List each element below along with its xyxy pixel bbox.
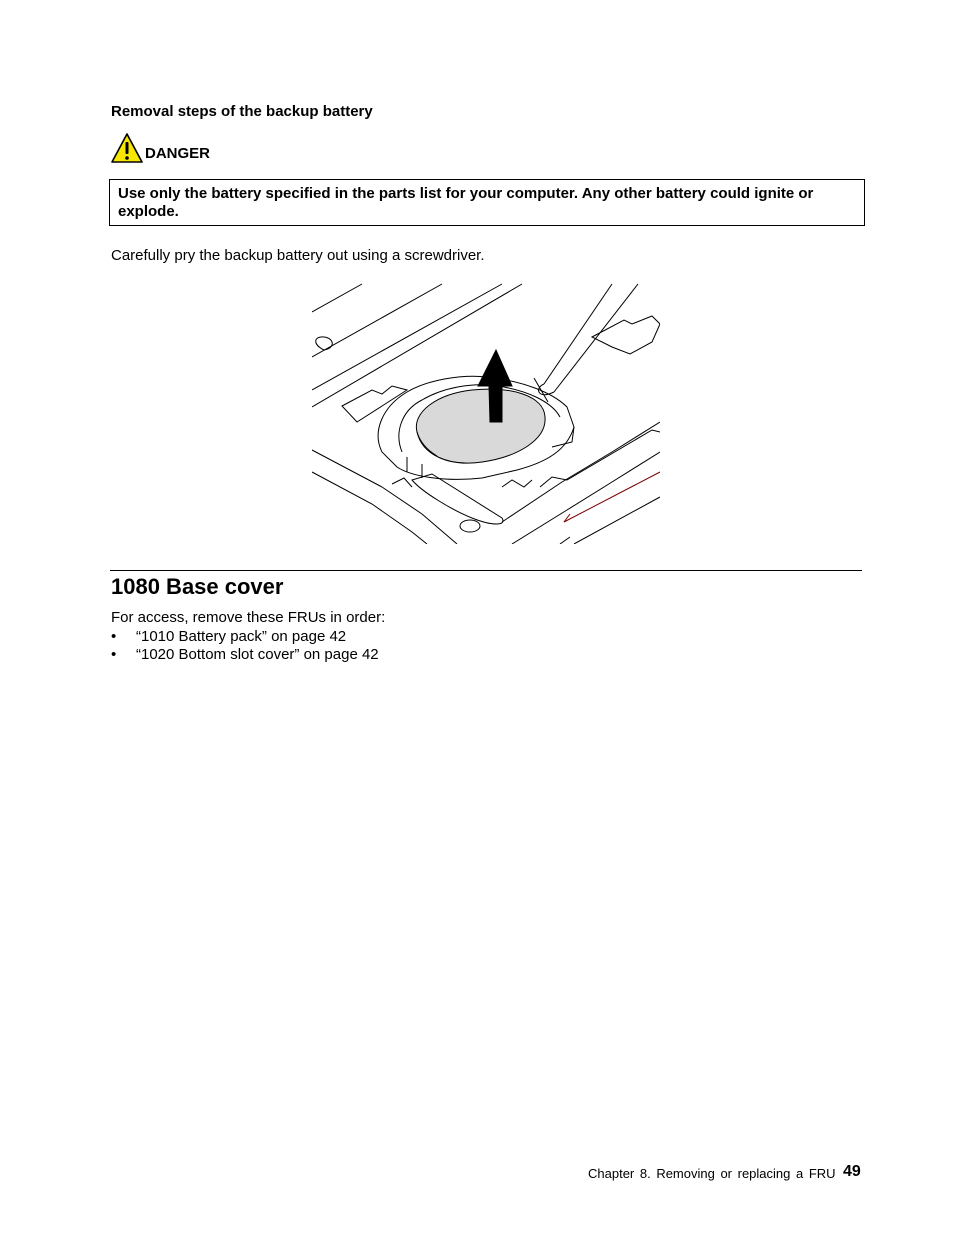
danger-message-box: Use only the battery specified in the parts list for your computer. Any other battery could ignite or explode. bbox=[109, 179, 865, 226]
section-rule bbox=[110, 570, 862, 571]
fru-list bbox=[111, 628, 379, 664]
procedure-subheading: Removal steps of the backup battery bbox=[111, 103, 373, 120]
warning-triangle-icon bbox=[110, 132, 144, 164]
danger-notice-header bbox=[110, 130, 210, 164]
list-item bbox=[111, 646, 379, 664]
access-intro-text: For access, remove these FRUs in order: bbox=[111, 609, 386, 626]
page-number: 49 bbox=[843, 1163, 861, 1180]
section-title: 1080 Base cover bbox=[111, 574, 284, 599]
list-item bbox=[111, 628, 379, 646]
bullet-marker: • bbox=[111, 628, 117, 645]
fru-link-battery-pack[interactable]: “1010 Battery pack” on page 42 bbox=[136, 628, 347, 645]
instruction-text: Carefully pry the backup battery out using a screwdriver. bbox=[111, 247, 485, 264]
bullet-marker: • bbox=[111, 646, 117, 663]
backup-battery-removal-illustration bbox=[312, 282, 660, 544]
danger-label: DANGER bbox=[145, 145, 211, 162]
fru-link-bottom-slot-cover[interactable]: “1020 Bottom slot cover” on page 42 bbox=[136, 646, 379, 663]
footer-chapter-title: Chapter 8. Removing or replacing a FRU bbox=[588, 1166, 836, 1181]
